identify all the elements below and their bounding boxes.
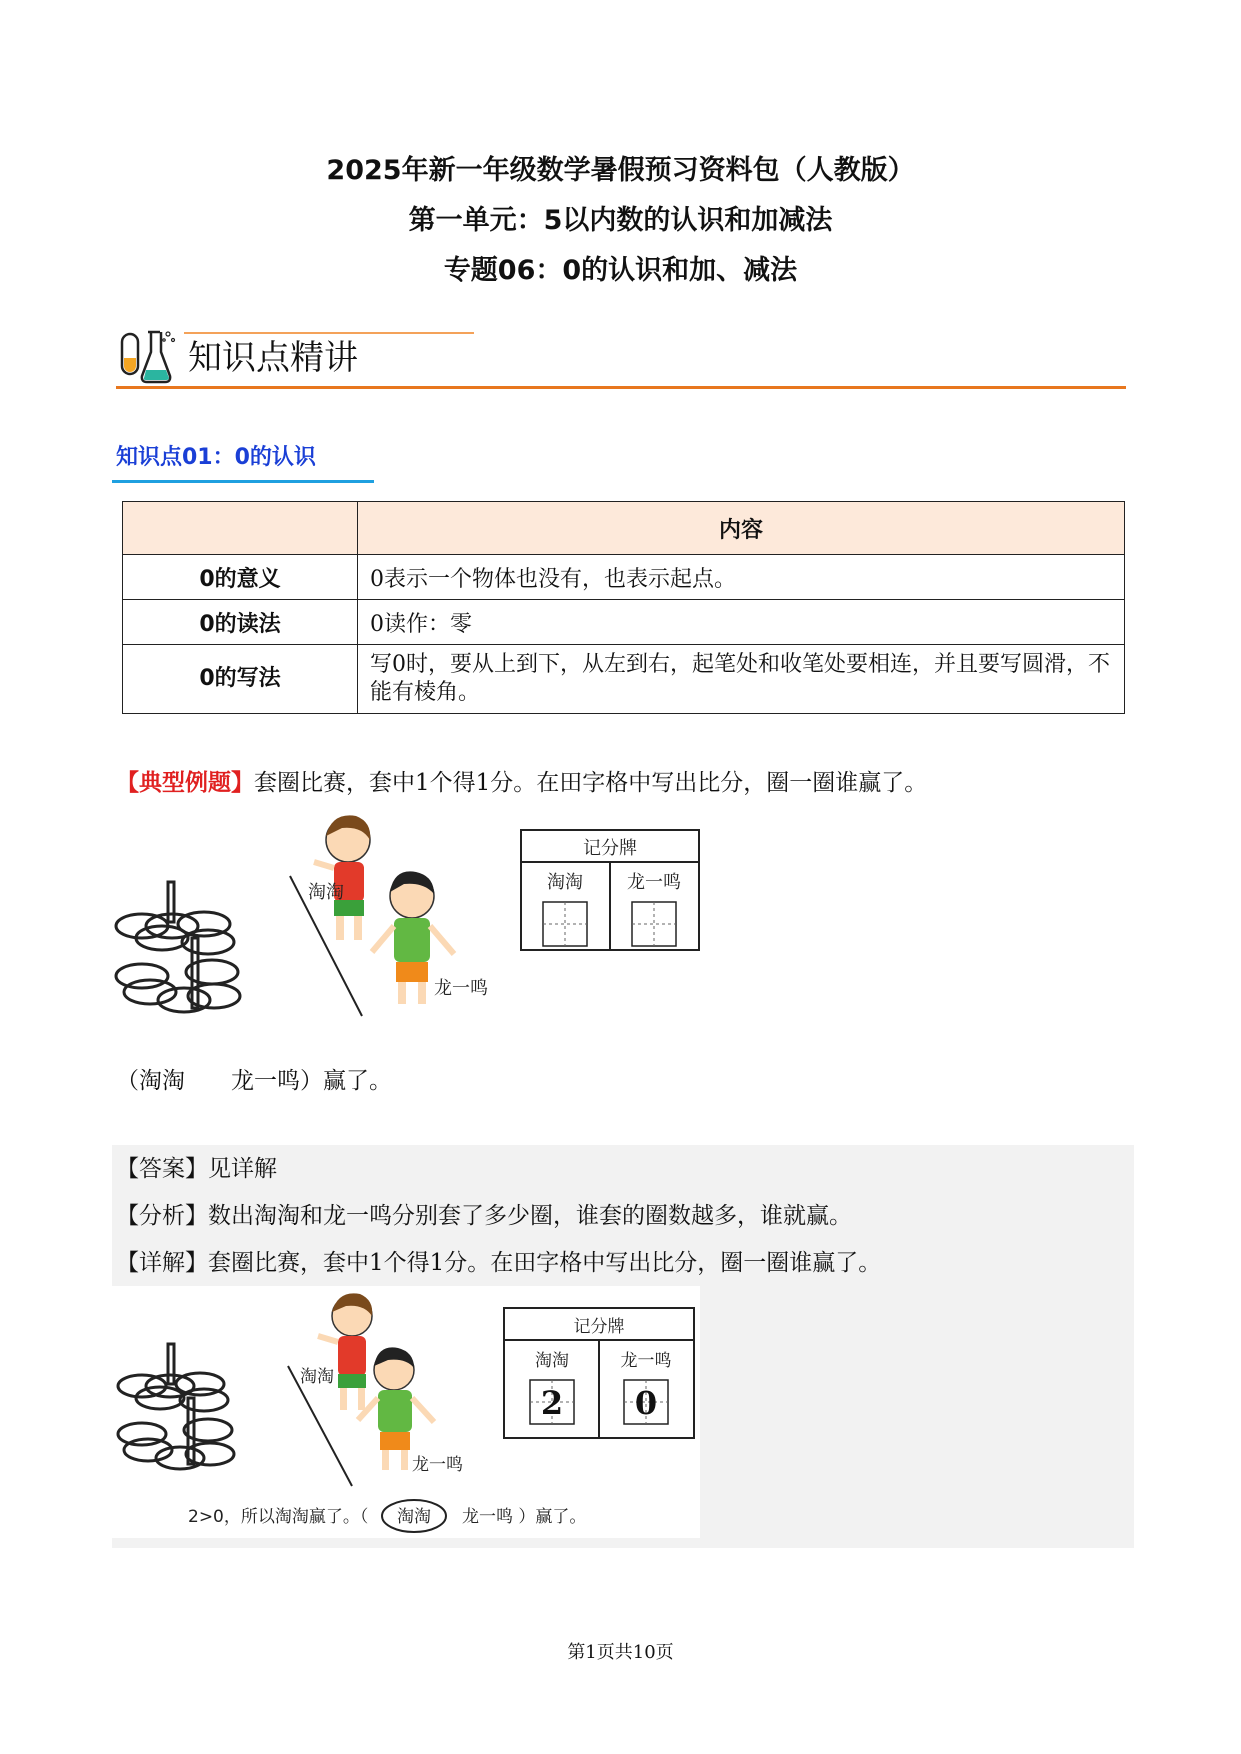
table-row xyxy=(123,600,1125,645)
label-taotao: 淘淘 xyxy=(300,1367,334,1387)
circled-name: 淘淘 xyxy=(397,1507,431,1527)
answer-text: 见详解 xyxy=(208,1156,277,1182)
table-cell-key: 0的读法 xyxy=(123,600,358,645)
knowledge-point-title: 知识点01：0的认识 xyxy=(116,445,316,470)
table-cell-value: 写0时，要从上到下，从左到右，起笔处和收笔处要相连，并且要写圆滑，不能有棱角。 xyxy=(358,645,1125,714)
label-longyiming: 龙一鸣 xyxy=(434,978,488,999)
table-row xyxy=(123,645,1125,714)
section-title: 知识点精讲 xyxy=(188,338,358,378)
ring-toss-illustration xyxy=(116,882,240,1012)
scoreboard-title: 记分牌 xyxy=(583,838,637,859)
conclusion-prefix: 2>0，所以淘淘赢了。（ xyxy=(188,1507,369,1527)
child-longyiming xyxy=(358,1347,434,1470)
scoreboard xyxy=(521,830,699,950)
table-header-blank xyxy=(123,502,358,555)
scoreboard-col-taotao: 淘淘 xyxy=(547,872,583,893)
answer-tag: 【答案】 xyxy=(116,1156,208,1182)
child-taotao xyxy=(318,1293,372,1410)
score-taotao: 2 xyxy=(540,1384,564,1422)
lab-flask-icon xyxy=(116,326,178,386)
table-cell-key: 0的意义 xyxy=(123,555,358,600)
scoreboard-col-taotao: 淘淘 xyxy=(535,1351,569,1371)
answer-figure xyxy=(112,1286,700,1538)
page-footer: 第1页共10页 xyxy=(567,1642,674,1663)
table-cell-key: 0的写法 xyxy=(123,645,358,714)
doc-title-line2: 第一单元：5以内数的认识和加减法 xyxy=(408,205,833,236)
analysis-text: 数出淘淘和龙一鸣分别套了多少圈，谁套的圈数越多，谁就赢。 xyxy=(208,1203,852,1229)
section-underline xyxy=(116,386,1126,389)
detail-text: 套圈比赛，套中1个得1分。在田字格中写出比分，圈一圈谁赢了。 xyxy=(208,1250,882,1276)
table-cell-value: 0读作：零 xyxy=(358,600,1125,645)
knowledge-point-underline xyxy=(112,480,374,483)
table-header-content: 内容 xyxy=(358,502,1125,555)
doc-title-line1: 2025年新一年级数学暑假预习资料包（人教版） xyxy=(326,155,915,186)
scoreboard xyxy=(504,1308,694,1438)
knowledge-table xyxy=(122,501,1125,714)
example-text: 套圈比赛，套中1个得1分。在田字格中写出比分，圈一圈谁赢了。 xyxy=(254,770,928,796)
doc-title-line3: 专题06：0的认识和加、减法 xyxy=(443,255,798,286)
score-longyiming: 0 xyxy=(634,1384,658,1422)
scoreboard-col-longyiming: 龙一鸣 xyxy=(620,1351,672,1371)
answer-row xyxy=(116,1150,277,1183)
table-row xyxy=(123,555,1125,600)
analysis-row xyxy=(116,1197,852,1230)
table-header-row xyxy=(123,502,1125,555)
example-tag: 【典型例题】 xyxy=(116,770,254,796)
detail-row xyxy=(116,1244,881,1277)
example-figure xyxy=(112,806,740,1032)
analysis-tag: 【分析】 xyxy=(116,1203,208,1229)
label-longyiming: 龙一鸣 xyxy=(412,1455,463,1475)
ring-toss-illustration xyxy=(118,1344,234,1469)
label-taotao: 淘淘 xyxy=(308,882,344,903)
conclusion-suffix: 龙一鸣 ）赢了。 xyxy=(462,1507,587,1527)
scoreboard-title: 记分牌 xyxy=(573,1317,625,1337)
scoreboard-col-longyiming: 龙一鸣 xyxy=(627,872,681,893)
child-taotao xyxy=(314,815,370,940)
choice-line: （淘淘 龙一鸣）赢了。 xyxy=(116,1068,392,1094)
table-cell-value: 0表示一个物体也没有，也表示起点。 xyxy=(358,555,1125,600)
detail-tag: 【详解】 xyxy=(116,1250,208,1276)
example-question xyxy=(116,764,927,797)
section-header xyxy=(116,326,1126,390)
